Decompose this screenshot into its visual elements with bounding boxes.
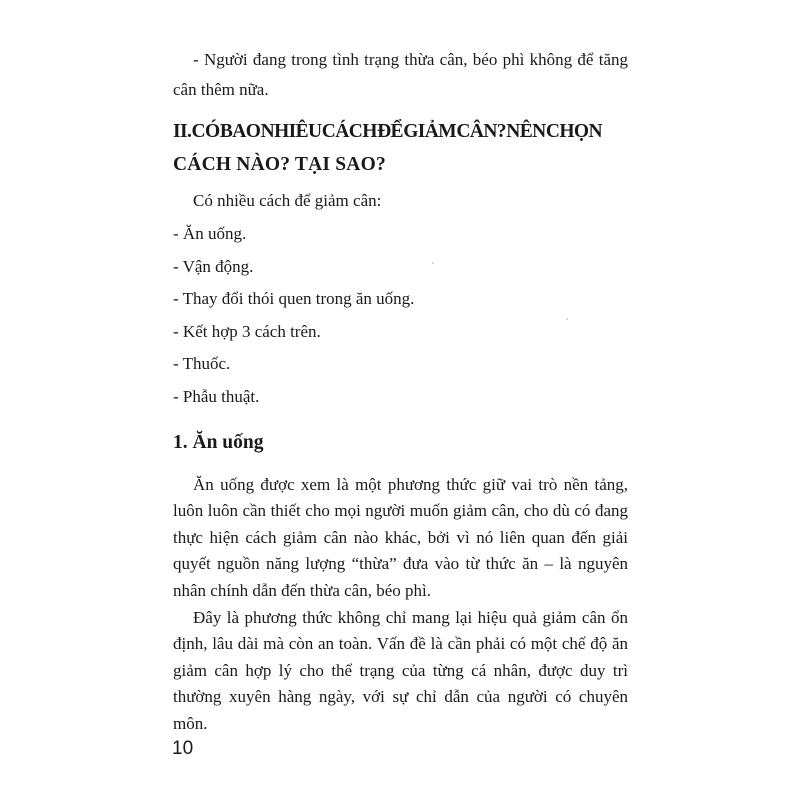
section-heading-line-1: II. CÓ BAO NHIÊU CÁCH ĐỂ GIẢM CÂN? NÊN CHỌN bbox=[173, 121, 602, 142]
list-item: - Phẫu thuật. bbox=[173, 386, 260, 406]
intro-paragraph: - Người đang trong tình trạng thừa cân, béo phì không để tăng cân thêm nữa. bbox=[173, 50, 628, 99]
methods-intro: Có nhiều cách để giảm cân: bbox=[193, 191, 382, 210]
list-item: - Ăn uống. bbox=[173, 224, 247, 243]
scan-speck bbox=[432, 262, 434, 264]
list-item: - Thay đổi thói quen trong ăn uống. bbox=[173, 289, 415, 309]
section-heading-line-2: CÁCH NÀO? TẠI SAO? bbox=[173, 154, 386, 175]
page-number: 10 bbox=[172, 738, 194, 759]
list-item: - Thuốc. bbox=[173, 354, 231, 374]
list-item: - Vận động. bbox=[173, 256, 254, 276]
body-paragraph: Ăn uống được xem là một phương thức giữ vai trò nền tảng, luôn luôn cần thiết cho mọi người muốn giảm cân, cho dù có đang thực hiện cách giảm cân nào khác, bởi vì nó liên quan đến giải quyết nguồn năng lượng “thừa” đưa vào từ thức ăn – là nguyên nhân chính dẫn đến thừa cân, béo phì. bbox=[173, 475, 628, 600]
body-paragraph: Đây là phương thức không chỉ mang lại hiệu quả giảm cân ổn định, lâu dài mà còn an toàn. Vấn đề là cần phải có một chế độ ăn giảm cân hợp lý cho thể trạng của từng cá nhân, được duy trì thường xuyên hàng ngày, với sự chỉ dẫn của người có chuyên môn. bbox=[173, 608, 628, 733]
subsection-heading: 1. Ăn uống bbox=[173, 432, 264, 453]
section-heading bbox=[173, 115, 633, 181]
methods-list bbox=[173, 223, 414, 419]
list-item: - Kết hợp 3 cách trên. bbox=[173, 321, 321, 341]
scan-speck bbox=[566, 318, 568, 320]
